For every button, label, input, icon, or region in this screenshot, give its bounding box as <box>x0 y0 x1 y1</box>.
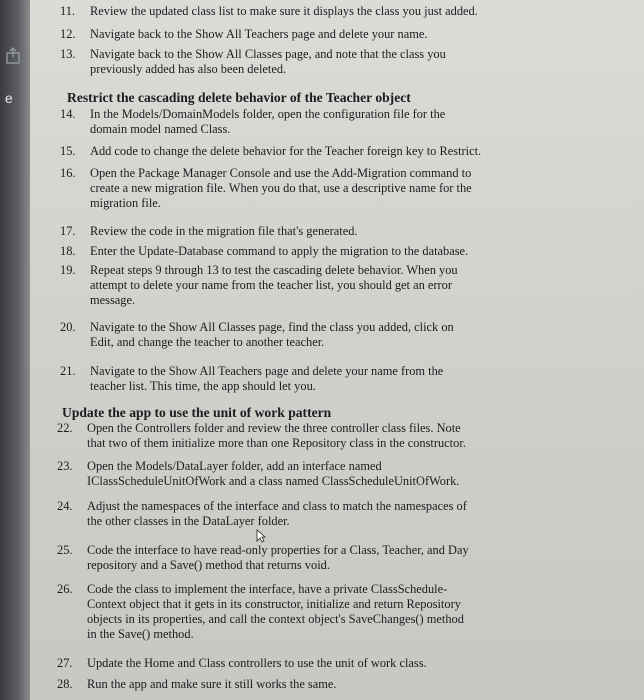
step-text-line: in the Save() method. <box>87 627 194 641</box>
step-text-line: attempt to delete your name from the teacher list, you should get an error <box>90 278 452 292</box>
step-text-line: Run the app and make sure it still works the same. <box>87 677 337 691</box>
step-number: 15. <box>60 144 76 158</box>
step-text-line: repository and a Save() method that returns void. <box>87 558 330 572</box>
step-text-line: Update the Home and Class controllers to use the unit of work class. <box>87 656 427 670</box>
step-text-line: Navigate to the Show All Classes page, find the class you added, click on <box>90 320 454 334</box>
step-number: 12. <box>60 27 76 41</box>
step-text-line: IClassScheduleUnitOfWork and a class named ClassScheduleUnitOfWork. <box>87 474 460 488</box>
step-text-line: Navigate back to the Show All Classes page, and note that the class you <box>90 47 446 61</box>
step-number: 28. <box>57 677 73 691</box>
step-number: 16. <box>60 166 76 180</box>
step-text-line: previously added has also been deleted. <box>90 62 287 76</box>
sidebar-letter: e <box>5 90 13 106</box>
step-text-line: objects in its properties, and call the context object's SaveChanges() method <box>87 612 464 626</box>
step-text-line: Enter the Update-Database command to apply the migration to the database. <box>90 244 469 258</box>
step-text-line: Open the Package Manager Console and use the Add-Migration command to <box>90 166 472 180</box>
step-number: 20. <box>60 320 76 334</box>
step-number: 27. <box>57 656 73 670</box>
step-text-line: migration file. <box>90 196 161 210</box>
step-text-line: Code the class to implement the interface, have a private ClassSchedule- <box>87 582 448 596</box>
viewer-side-strip <box>0 0 30 700</box>
step-number: 13. <box>60 47 76 61</box>
step-text-line: Review the code in the migration file that's generated. <box>90 224 358 238</box>
step-text-line: In the Models/DomainModels folder, open the configuration file for the <box>90 107 446 121</box>
instructions-list <box>30 0 644 700</box>
step-text-line: Context object that it gets in its constructor, initialize and return Repository <box>87 597 461 611</box>
section-heading: Restrict the cascading delete behavior of the Teacher object <box>67 90 411 105</box>
step-text-line: Navigate back to the Show All Teachers page and delete your name. <box>90 27 428 41</box>
step-text-line: Open the Models/DataLayer folder, add an interface named <box>87 459 382 473</box>
step-number: 25. <box>57 543 73 557</box>
mouse-cursor-icon <box>256 529 266 543</box>
step-number: 22. <box>57 421 73 435</box>
step-number: 19. <box>60 263 76 277</box>
step-number: 26. <box>57 582 73 596</box>
step-text-line: Navigate to the Show All Teachers page and delete your name from the <box>90 364 444 378</box>
step-number: 14. <box>60 107 76 121</box>
step-text-line: message. <box>90 293 136 307</box>
step-text-line: Edit, and change the teacher to another teacher. <box>90 335 325 349</box>
step-number: 18. <box>60 244 76 258</box>
step-number: 11. <box>60 4 76 18</box>
share-icon[interactable] <box>4 46 22 64</box>
step-text-line: teacher list. This time, the app should let you. <box>90 379 316 393</box>
step-text-line: that two of them initialize more than one Repository class in the constructor. <box>87 436 466 450</box>
step-text-line: domain model named Class. <box>90 122 231 136</box>
step-number: 23. <box>57 459 73 473</box>
step-text-line: create a new migration file. When you do that, use a descriptive name for the <box>90 181 472 195</box>
step-number: 24. <box>57 499 73 513</box>
step-text-line: Adjust the namespaces of the interface and class to match the namespaces of <box>87 499 467 513</box>
document-page <box>30 0 644 700</box>
step-text-line: the other classes in the DataLayer folder. <box>87 514 290 528</box>
step-text-line: Open the Controllers folder and review the three controller class files. Note <box>87 421 461 435</box>
step-text-line: Code the interface to have read-only properties for a Class, Teacher, and Day <box>87 543 469 557</box>
step-text-line: Add code to change the delete behavior for the Teacher foreign key to Restrict. <box>90 144 482 158</box>
step-number: 17. <box>60 224 76 238</box>
step-text-line: Review the updated class list to make sure it displays the class you just added. <box>90 4 478 18</box>
step-text-line: Repeat steps 9 through 13 to test the cascading delete behavior. When you <box>90 263 458 277</box>
section-heading: Update the app to use the unit of work pattern <box>62 405 332 420</box>
step-number: 21. <box>60 364 76 378</box>
